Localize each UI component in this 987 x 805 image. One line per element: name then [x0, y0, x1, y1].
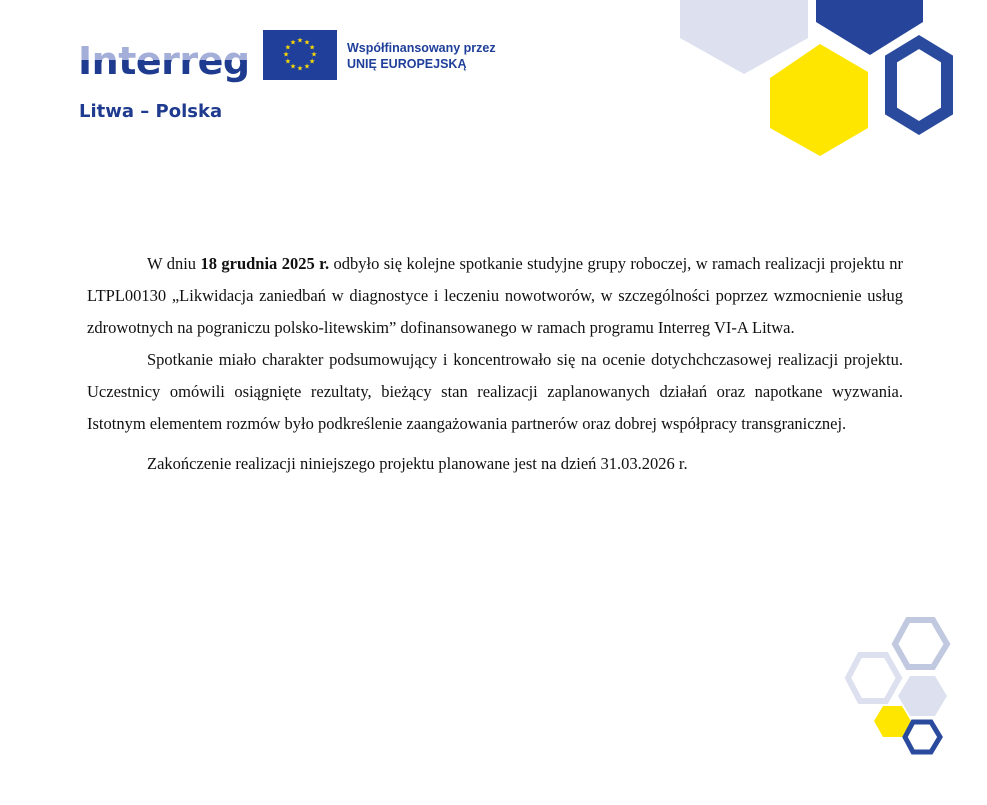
svg-text:★: ★ — [310, 50, 318, 59]
eu-cofinancing-label — [347, 40, 496, 72]
paragraph-project-end: Zakończenie realizacji niniejszego projektu planowane jest na dzień 31.03.2026 r. — [147, 454, 688, 473]
hexagon-decoration-bottom-icon — [840, 610, 987, 760]
document-body — [87, 248, 903, 480]
svg-text:★: ★ — [308, 43, 316, 52]
eu-label-line1: Współfinansowany przez — [347, 41, 496, 55]
svg-text:★: ★ — [284, 57, 292, 66]
eu-flag-icon — [263, 30, 337, 80]
paragraph1-prefix: W dniu — [147, 254, 201, 273]
svg-text:★: ★ — [282, 50, 290, 59]
hexagon-decoration-top-icon — [680, 0, 987, 160]
svg-text:★: ★ — [303, 38, 311, 47]
svg-text:★: ★ — [296, 36, 304, 45]
letterhead — [0, 0, 987, 170]
svg-text:★: ★ — [289, 38, 297, 47]
svg-text:★: ★ — [284, 43, 292, 52]
eu-label-line2: UNIĘ EUROPEJSKĄ — [347, 57, 467, 71]
program-region: Litwa – Polska — [79, 101, 223, 122]
meeting-date: 18 grudnia 2025 r. — [200, 254, 330, 273]
svg-text:★: ★ — [303, 62, 311, 71]
svg-text:★: ★ — [296, 64, 304, 73]
interreg-logo: Interreg — [78, 36, 250, 86]
paragraph1-text: odbyło się kolejne spotkanie studyjne grupy roboczej, w ramach realizacji projektu nr LTPL00130 „Likwidacja zaniedbań w diagnostyce i leczeniu nowotworów, w szczególności poprzez wzmocnienie usług zdrowotnych na pograniczu polsko-litewskim” dofinansowanego w ramach programu Interreg VI-A Litwa. — [87, 254, 903, 337]
paragraph-meeting-summary: Spotkanie miało charakter podsumowujący i koncentrowało się na ocenie dotychchczasowej realizacji projektu. Uczestnicy omówili osiągnięte rezultaty, bieżący stan realizacji zaplanowanych działań oraz napotkane wyzwania. Istotnym elementem rozmów było podkreślenie zaangażowania partnerów oraz dobrej współpracy transgranicznej. — [87, 350, 903, 433]
svg-text:★: ★ — [308, 57, 316, 66]
svg-text:★: ★ — [289, 62, 297, 71]
paragraph-meeting-info — [87, 248, 903, 344]
